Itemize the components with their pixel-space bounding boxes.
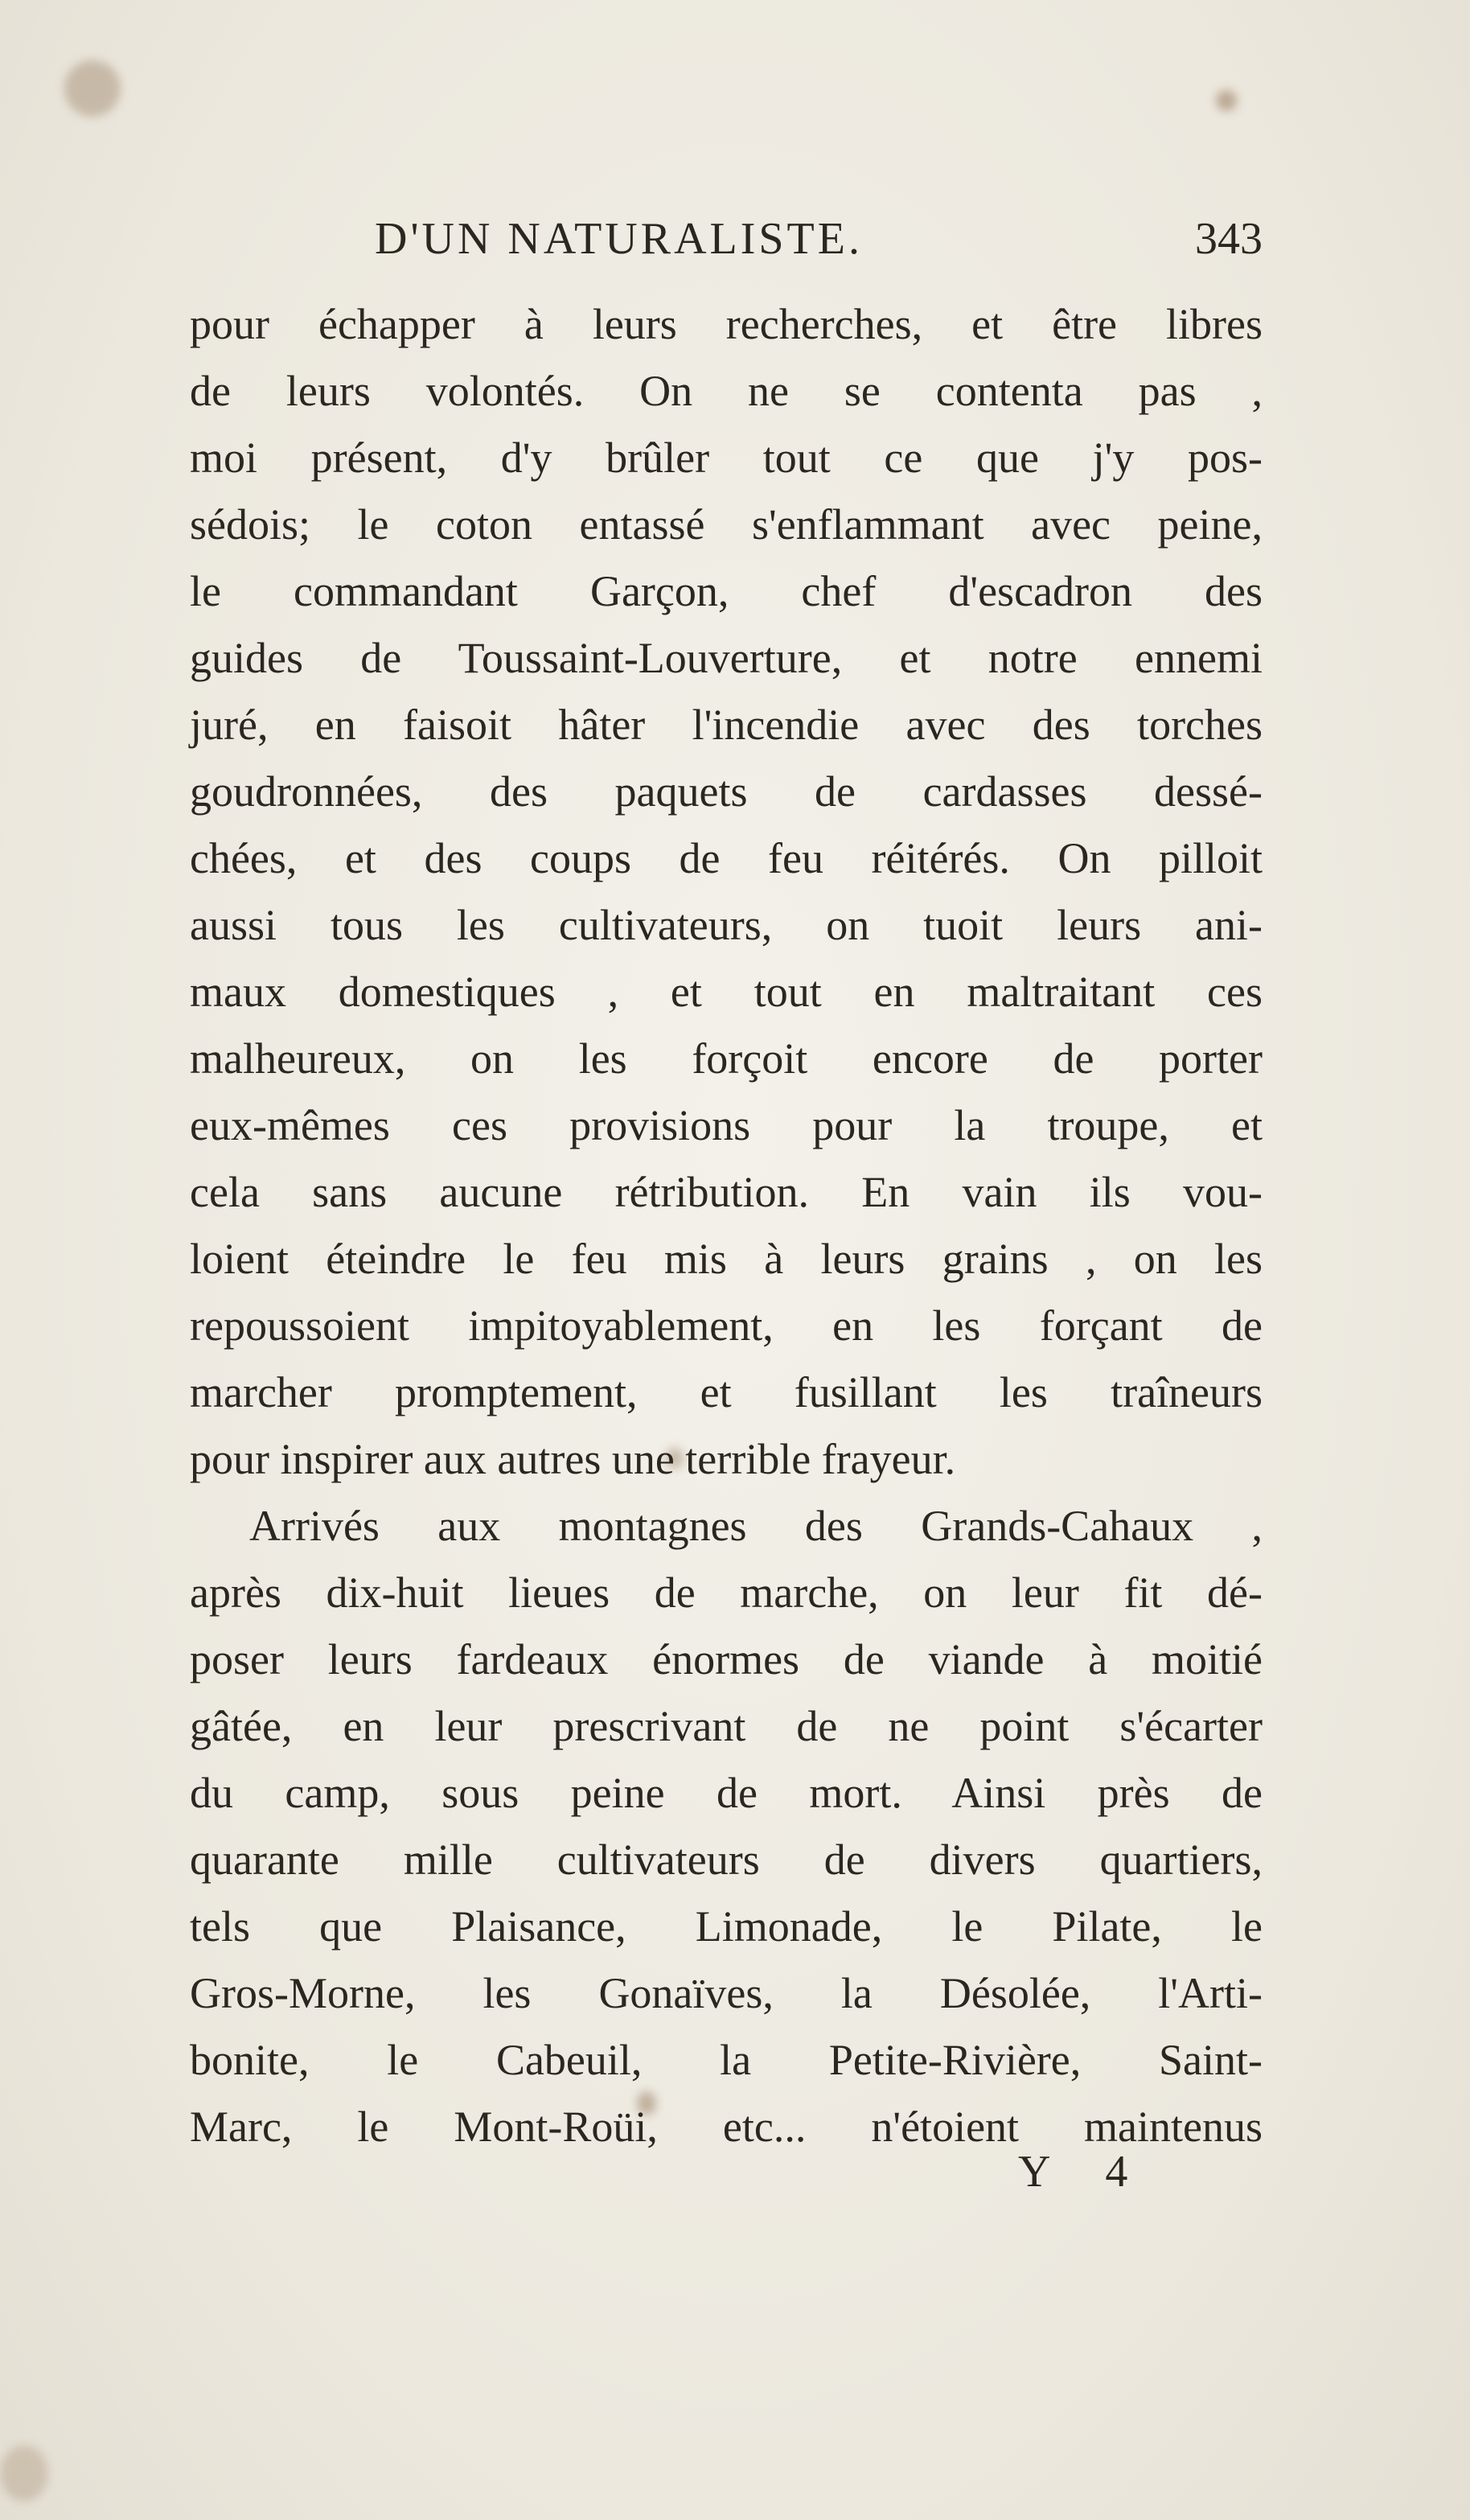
text-line: aussi tous les cultivateurs, on tuoit leurs ani- xyxy=(190,901,1263,949)
text-line: de leurs volontés. On ne se contenta pas , xyxy=(190,367,1263,415)
text-line: marcher promptement, et fusillant les traîneurs xyxy=(190,1368,1263,1416)
text-line: goudronnées, des paquets de cardasses dessé- xyxy=(190,767,1263,816)
text-line: après dix-huit lieues de marche, on leur fit dé- xyxy=(190,1568,1263,1617)
foxing-stain xyxy=(0,2445,48,2502)
text-line: poser leurs fardeaux énormes de viande à moitié xyxy=(190,1635,1263,1683)
foxing-stain xyxy=(64,60,121,117)
page-header xyxy=(190,213,1263,269)
text-line: pour échapper à leurs recherches, et être libres xyxy=(190,300,1263,348)
text-line: chées, et des coups de feu réitérés. On pilloit xyxy=(190,834,1263,882)
signature-mark: Y 4 xyxy=(1018,2147,1151,2197)
text-line: gâtée, en leur prescrivant de ne point s'écarter xyxy=(190,1702,1263,1750)
text-line: tels que Plaisance, Limonade, le Pilate, le xyxy=(190,1902,1263,1951)
paragraph-end-line: pour inspirer aux autres une terrible frayeur. xyxy=(190,1435,956,1483)
text-line: eux-mêmes ces provisions pour la troupe, et xyxy=(190,1101,1263,1149)
text-line: cela sans aucune rétribution. En vain ils vou- xyxy=(190,1168,1263,1216)
text-line: repoussoient impitoyablement, en les forçant de xyxy=(190,1301,1263,1350)
text-line: le commandant Garçon, chef d'escadron des xyxy=(190,567,1263,615)
text-line: Gros-Morne, les Gonaïves, la Désolée, l'Arti- xyxy=(190,1969,1263,2017)
body-text xyxy=(190,291,1263,2160)
text-line: du camp, sous peine de mort. Ainsi près de xyxy=(190,1769,1263,1817)
text-line: quarante mille cultivateurs de divers quartiers, xyxy=(190,1836,1263,1884)
text-line: maux domestiques , et tout en maltraitant ces xyxy=(190,968,1263,1016)
text-line: malheureux, on les forçoit encore de porter xyxy=(190,1034,1263,1083)
page-number: 343 xyxy=(1195,214,1263,264)
foxing-stain xyxy=(1216,90,1237,111)
text-line: sédois; le coton entassé s'enflammant avec peine, xyxy=(190,500,1263,549)
text-line: loient éteindre le feu mis à leurs grains , on les xyxy=(190,1235,1263,1283)
text-line: guides de Toussaint-Louverture, et notre ennemi xyxy=(190,634,1263,682)
running-title: D'UN NATURALISTE. xyxy=(375,214,863,264)
paragraph-start-line: Arrivés aux montagnes des Grands-Cahaux , xyxy=(249,1502,1263,1550)
text-line: Marc, le Mont-Roüi, etc... n'étoient maintenus xyxy=(190,2103,1263,2151)
text-line: juré, en faisoit hâter l'incendie avec des torches xyxy=(190,701,1263,749)
text-line: bonite, le Cabeuil, la Petite-Rivière, Saint- xyxy=(190,2036,1263,2084)
text-line: moi présent, d'y brûler tout ce que j'y pos- xyxy=(190,434,1263,482)
